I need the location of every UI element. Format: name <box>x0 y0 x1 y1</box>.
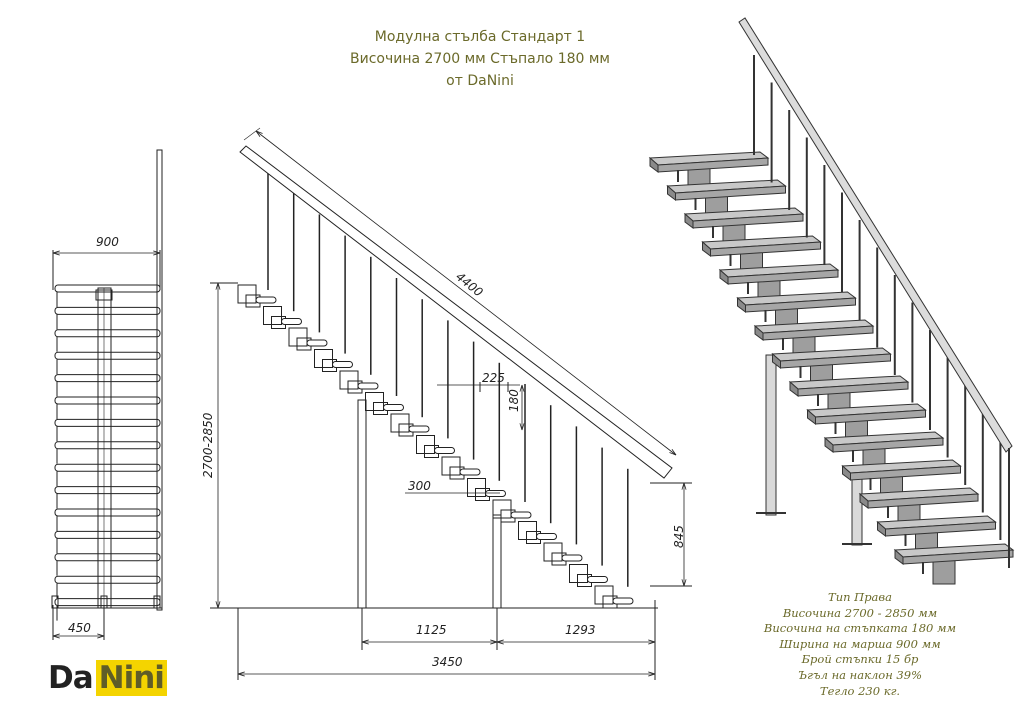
spec-steps: Брой стъпки 15 бр <box>801 652 919 667</box>
front-tread <box>55 531 160 538</box>
side-support-1 <box>358 400 366 608</box>
dim-step-depth: 225 <box>482 371 505 385</box>
side-tread <box>384 405 404 411</box>
front-tread <box>55 509 160 516</box>
iso-view <box>650 18 1013 584</box>
dim-rise: 180 <box>507 389 521 412</box>
title-line-1: Модулна стълба Стандарт 1 <box>374 29 586 45</box>
side-module <box>366 393 384 411</box>
side-tread <box>435 448 455 454</box>
side-view <box>210 128 692 680</box>
front-tread <box>55 397 160 404</box>
front-tread <box>55 554 160 561</box>
side-module <box>289 328 307 346</box>
dim-base1: 1125 <box>416 623 447 637</box>
side-support-2 <box>493 515 501 608</box>
side-module <box>340 371 358 389</box>
side-module <box>238 285 256 303</box>
dim-total: 3450 <box>432 655 463 669</box>
front-tread <box>55 419 160 426</box>
side-module <box>442 457 460 475</box>
logo-part-1: Da <box>48 660 93 696</box>
side-tread <box>282 319 302 325</box>
front-tread <box>55 330 160 337</box>
side-tread <box>333 362 353 368</box>
side-module <box>519 522 537 540</box>
dim-rail-length: 4400 <box>453 269 486 300</box>
side-tread <box>256 297 276 303</box>
side-module <box>544 543 562 561</box>
title-line-2: Височина 2700 мм Стъпало 180 мм <box>350 51 610 67</box>
dim-base2: 1293 <box>565 623 596 637</box>
side-module <box>468 479 486 497</box>
side-tread <box>562 555 582 561</box>
dim-height: 2700-2850 <box>201 412 215 478</box>
front-tread <box>55 307 160 314</box>
side-module <box>570 565 588 583</box>
side-tread <box>486 491 506 497</box>
spec-height: Височина 2700 - 2850 мм <box>782 605 938 620</box>
front-tread <box>55 352 160 359</box>
front-tread <box>55 487 160 494</box>
side-tread <box>307 340 327 346</box>
front-center-column <box>98 288 111 608</box>
dim-rail-height: 845 <box>672 525 686 548</box>
spec-type: Тип Права <box>828 590 892 604</box>
side-tread <box>460 469 480 475</box>
dim-tread: 300 <box>408 479 431 493</box>
side-tread <box>358 383 378 389</box>
iso-support-2 <box>852 470 862 545</box>
side-module <box>417 436 435 454</box>
front-tread <box>55 375 160 382</box>
side-tread <box>613 598 633 604</box>
dim-front-width: 900 <box>96 235 119 249</box>
spec-step-height: Височина на стъпката 180 мм <box>763 621 957 636</box>
side-rail-ext-1 <box>244 128 260 140</box>
danini-logo <box>48 659 167 697</box>
front-tread <box>55 442 160 449</box>
spec-width: Ширина на марша 900 мм <box>779 636 941 651</box>
dim-front-bottom: 450 <box>68 621 91 635</box>
front-tread <box>55 576 160 583</box>
iso-support-1 <box>766 355 776 515</box>
side-tread <box>511 512 531 518</box>
side-handrail <box>240 146 672 478</box>
spec-weight: Тегло 230 кг. <box>819 683 901 698</box>
title-line-3: от DaNini <box>446 73 514 89</box>
side-tread <box>537 534 557 540</box>
spec-angle: Ъгъл на наклон 39% <box>797 667 922 682</box>
front-tread <box>55 464 160 471</box>
side-tread <box>409 426 429 432</box>
front-view <box>52 150 162 640</box>
logo-part-2: Nini <box>96 660 167 696</box>
side-module <box>315 350 333 368</box>
side-module <box>391 414 409 432</box>
spec-list <box>760 590 960 699</box>
side-module <box>595 586 613 604</box>
drawing-title <box>300 26 660 92</box>
side-tread <box>588 577 608 583</box>
side-module <box>264 307 282 325</box>
